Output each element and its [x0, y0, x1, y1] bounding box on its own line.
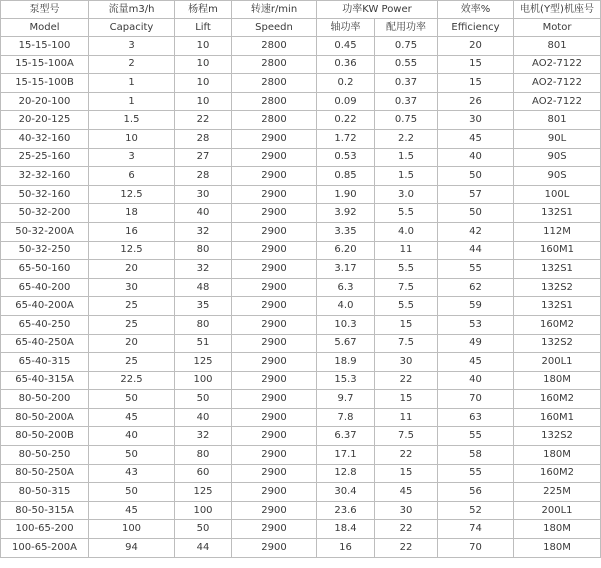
cell-efficiency: 70	[438, 390, 514, 409]
cell-shaft-power: 18.4	[317, 520, 375, 539]
cell-efficiency: 26	[438, 92, 514, 111]
cell-shaft-power: 7.8	[317, 408, 375, 427]
cell-matched-power: 15	[375, 315, 438, 334]
cell-matched-power: 7.5	[375, 278, 438, 297]
cell-matched-power: 22	[375, 371, 438, 390]
cell-shaft-power: 30.4	[317, 483, 375, 502]
table-row	[1, 55, 601, 74]
table-row	[1, 111, 601, 130]
cell-lift: 125	[175, 483, 232, 502]
header-matched-power: 配用功率	[375, 19, 438, 37]
cell-lift: 30	[175, 185, 232, 204]
cell-speed: 2900	[232, 185, 317, 204]
cell-matched-power: 30	[375, 501, 438, 520]
table-row	[1, 148, 601, 167]
cell-speed: 2900	[232, 334, 317, 353]
table-row	[1, 371, 601, 390]
cell-efficiency: 45	[438, 129, 514, 148]
cell-shaft-power: 4.0	[317, 297, 375, 316]
cell-capacity: 18	[89, 204, 175, 223]
cell-speed: 2900	[232, 483, 317, 502]
cell-speed: 2900	[232, 539, 317, 558]
cell-motor: 132S1	[514, 204, 601, 223]
cell-capacity: 12.5	[89, 185, 175, 204]
cell-efficiency: 52	[438, 501, 514, 520]
cell-motor: 112M	[514, 222, 601, 241]
cell-shaft-power: 9.7	[317, 390, 375, 409]
cell-lift: 28	[175, 129, 232, 148]
header-speed-en: Speedn	[232, 19, 317, 37]
cell-shaft-power: 0.22	[317, 111, 375, 130]
cell-speed: 2900	[232, 204, 317, 223]
cell-model: 65-40-200A	[1, 297, 89, 316]
cell-motor: 132S2	[514, 278, 601, 297]
cell-motor: 132S1	[514, 260, 601, 279]
cell-capacity: 12.5	[89, 241, 175, 260]
cell-model: 15-15-100	[1, 37, 89, 56]
header-row-cn	[1, 1, 601, 19]
cell-speed: 2900	[232, 464, 317, 483]
cell-speed: 2900	[232, 446, 317, 465]
cell-motor: AO2-7122	[514, 92, 601, 111]
cell-capacity: 50	[89, 483, 175, 502]
cell-efficiency: 57	[438, 185, 514, 204]
cell-motor: 801	[514, 37, 601, 56]
cell-motor: 225M	[514, 483, 601, 502]
header-lift-cn: 杨程m	[175, 1, 232, 19]
cell-capacity: 45	[89, 501, 175, 520]
table-row	[1, 408, 601, 427]
cell-capacity: 22.5	[89, 371, 175, 390]
cell-motor: 90S	[514, 167, 601, 186]
cell-speed: 2900	[232, 315, 317, 334]
cell-efficiency: 55	[438, 464, 514, 483]
cell-matched-power: 4.0	[375, 222, 438, 241]
cell-matched-power: 11	[375, 241, 438, 260]
cell-model: 20-20-125	[1, 111, 89, 130]
table-row	[1, 390, 601, 409]
cell-efficiency: 55	[438, 260, 514, 279]
cell-model: 40-32-160	[1, 129, 89, 148]
cell-efficiency: 55	[438, 427, 514, 446]
table-header	[1, 1, 601, 37]
cell-lift: 27	[175, 148, 232, 167]
header-motor-en: Motor	[514, 19, 601, 37]
cell-motor: 132S2	[514, 334, 601, 353]
cell-model: 100-65-200	[1, 520, 89, 539]
header-efficiency-cn: 效率%	[438, 1, 514, 19]
table-row	[1, 353, 601, 372]
table-row	[1, 222, 601, 241]
cell-speed: 2900	[232, 371, 317, 390]
cell-capacity: 50	[89, 446, 175, 465]
cell-capacity: 3	[89, 148, 175, 167]
cell-shaft-power: 23.6	[317, 501, 375, 520]
cell-speed: 2800	[232, 92, 317, 111]
cell-motor: 180M	[514, 520, 601, 539]
cell-shaft-power: 1.72	[317, 129, 375, 148]
table-row	[1, 464, 601, 483]
cell-shaft-power: 17.1	[317, 446, 375, 465]
cell-motor: 100L	[514, 185, 601, 204]
cell-motor: 160M2	[514, 390, 601, 409]
cell-speed: 2900	[232, 241, 317, 260]
cell-lift: 60	[175, 464, 232, 483]
cell-efficiency: 42	[438, 222, 514, 241]
cell-capacity: 43	[89, 464, 175, 483]
header-lift-en: Lift	[175, 19, 232, 37]
cell-shaft-power: 16	[317, 539, 375, 558]
cell-lift: 22	[175, 111, 232, 130]
cell-lift: 50	[175, 520, 232, 539]
cell-capacity: 25	[89, 315, 175, 334]
cell-shaft-power: 6.3	[317, 278, 375, 297]
cell-speed: 2900	[232, 278, 317, 297]
header-capacity-en: Capacity	[89, 19, 175, 37]
cell-model: 15-15-100B	[1, 74, 89, 93]
cell-lift: 28	[175, 167, 232, 186]
cell-speed: 2900	[232, 427, 317, 446]
cell-motor: 180M	[514, 539, 601, 558]
table-row	[1, 260, 601, 279]
cell-motor: 160M1	[514, 241, 601, 260]
cell-motor: 90S	[514, 148, 601, 167]
cell-efficiency: 30	[438, 111, 514, 130]
cell-speed: 2900	[232, 222, 317, 241]
header-motor-cn: 电机(Y型)机座号	[514, 1, 601, 19]
cell-capacity: 16	[89, 222, 175, 241]
cell-speed: 2900	[232, 260, 317, 279]
cell-speed: 2800	[232, 37, 317, 56]
cell-speed: 2900	[232, 297, 317, 316]
cell-matched-power: 2.2	[375, 129, 438, 148]
cell-matched-power: 22	[375, 446, 438, 465]
cell-shaft-power: 5.67	[317, 334, 375, 353]
cell-lift: 51	[175, 334, 232, 353]
cell-speed: 2900	[232, 390, 317, 409]
cell-speed: 2800	[232, 74, 317, 93]
cell-speed: 2900	[232, 167, 317, 186]
cell-motor: 90L	[514, 129, 601, 148]
cell-matched-power: 5.5	[375, 260, 438, 279]
cell-matched-power: 30	[375, 353, 438, 372]
cell-lift: 32	[175, 260, 232, 279]
cell-efficiency: 53	[438, 315, 514, 334]
cell-capacity: 100	[89, 520, 175, 539]
cell-shaft-power: 18.9	[317, 353, 375, 372]
cell-motor: AO2-7122	[514, 74, 601, 93]
cell-efficiency: 56	[438, 483, 514, 502]
header-capacity-cn: 流量m3/h	[89, 1, 175, 19]
cell-shaft-power: 12.8	[317, 464, 375, 483]
cell-lift: 40	[175, 408, 232, 427]
cell-shaft-power: 15.3	[317, 371, 375, 390]
cell-efficiency: 49	[438, 334, 514, 353]
cell-capacity: 94	[89, 539, 175, 558]
cell-lift: 35	[175, 297, 232, 316]
table-row	[1, 204, 601, 223]
cell-matched-power: 0.37	[375, 74, 438, 93]
cell-motor: 132S1	[514, 297, 601, 316]
cell-model: 50-32-200	[1, 204, 89, 223]
cell-model: 100-65-200A	[1, 539, 89, 558]
cell-lift: 10	[175, 74, 232, 93]
cell-matched-power: 7.5	[375, 334, 438, 353]
cell-efficiency: 45	[438, 353, 514, 372]
cell-efficiency: 63	[438, 408, 514, 427]
cell-speed: 2900	[232, 501, 317, 520]
header-row-en	[1, 19, 601, 37]
cell-model: 80-50-200B	[1, 427, 89, 446]
cell-shaft-power: 0.85	[317, 167, 375, 186]
table-row	[1, 241, 601, 260]
cell-capacity: 25	[89, 353, 175, 372]
cell-lift: 80	[175, 315, 232, 334]
cell-model: 32-32-160	[1, 167, 89, 186]
cell-motor: 200L1	[514, 501, 601, 520]
header-shaft-power: 轴功率	[317, 19, 375, 37]
table-row	[1, 427, 601, 446]
cell-efficiency: 58	[438, 446, 514, 465]
cell-shaft-power: 6.37	[317, 427, 375, 446]
cell-speed: 2900	[232, 129, 317, 148]
header-power-group: 功率KW Power	[317, 1, 438, 19]
cell-motor: 180M	[514, 446, 601, 465]
cell-shaft-power: 10.3	[317, 315, 375, 334]
table-row	[1, 278, 601, 297]
table-row	[1, 92, 601, 111]
cell-lift: 80	[175, 446, 232, 465]
cell-model: 65-40-250	[1, 315, 89, 334]
cell-speed: 2900	[232, 408, 317, 427]
cell-lift: 44	[175, 539, 232, 558]
cell-efficiency: 15	[438, 55, 514, 74]
cell-lift: 48	[175, 278, 232, 297]
cell-model: 65-40-200	[1, 278, 89, 297]
cell-model: 65-40-315	[1, 353, 89, 372]
cell-motor: 160M1	[514, 408, 601, 427]
cell-matched-power: 15	[375, 390, 438, 409]
cell-capacity: 10	[89, 129, 175, 148]
cell-capacity: 1.5	[89, 111, 175, 130]
cell-motor: 180M	[514, 371, 601, 390]
cell-shaft-power: 0.2	[317, 74, 375, 93]
cell-model: 25-25-160	[1, 148, 89, 167]
table-row	[1, 501, 601, 520]
table-body	[1, 37, 601, 558]
cell-capacity: 50	[89, 390, 175, 409]
cell-matched-power: 22	[375, 520, 438, 539]
cell-efficiency: 62	[438, 278, 514, 297]
table-row	[1, 539, 601, 558]
cell-lift: 40	[175, 204, 232, 223]
cell-efficiency: 59	[438, 297, 514, 316]
cell-capacity: 30	[89, 278, 175, 297]
cell-matched-power: 5.5	[375, 204, 438, 223]
cell-speed: 2800	[232, 111, 317, 130]
cell-lift: 10	[175, 37, 232, 56]
cell-capacity: 1	[89, 74, 175, 93]
cell-efficiency: 70	[438, 539, 514, 558]
cell-efficiency: 50	[438, 204, 514, 223]
cell-model: 65-40-250A	[1, 334, 89, 353]
cell-motor: 160M2	[514, 464, 601, 483]
cell-matched-power: 11	[375, 408, 438, 427]
table-row	[1, 446, 601, 465]
cell-model: 50-32-200A	[1, 222, 89, 241]
cell-shaft-power: 3.17	[317, 260, 375, 279]
cell-lift: 50	[175, 390, 232, 409]
cell-efficiency: 50	[438, 167, 514, 186]
cell-motor: 200L1	[514, 353, 601, 372]
cell-lift: 32	[175, 222, 232, 241]
table-row	[1, 483, 601, 502]
cell-capacity: 1	[89, 92, 175, 111]
table-row	[1, 185, 601, 204]
cell-lift: 32	[175, 427, 232, 446]
cell-matched-power: 45	[375, 483, 438, 502]
cell-speed: 2800	[232, 55, 317, 74]
cell-matched-power: 5.5	[375, 297, 438, 316]
cell-model: 80-50-315	[1, 483, 89, 502]
header-model-en: Model	[1, 19, 89, 37]
cell-model: 50-32-160	[1, 185, 89, 204]
cell-matched-power: 0.75	[375, 37, 438, 56]
cell-efficiency: 15	[438, 74, 514, 93]
cell-model: 20-20-100	[1, 92, 89, 111]
cell-shaft-power: 0.53	[317, 148, 375, 167]
cell-lift: 10	[175, 92, 232, 111]
cell-shaft-power: 0.09	[317, 92, 375, 111]
cell-efficiency: 74	[438, 520, 514, 539]
cell-model: 80-50-200A	[1, 408, 89, 427]
cell-motor: 801	[514, 111, 601, 130]
cell-matched-power: 15	[375, 464, 438, 483]
cell-motor: 132S2	[514, 427, 601, 446]
cell-capacity: 3	[89, 37, 175, 56]
cell-shaft-power: 0.45	[317, 37, 375, 56]
cell-matched-power: 1.5	[375, 167, 438, 186]
cell-matched-power: 0.37	[375, 92, 438, 111]
cell-lift: 125	[175, 353, 232, 372]
cell-efficiency: 44	[438, 241, 514, 260]
cell-efficiency: 40	[438, 148, 514, 167]
cell-capacity: 45	[89, 408, 175, 427]
cell-shaft-power: 1.90	[317, 185, 375, 204]
cell-shaft-power: 0.36	[317, 55, 375, 74]
cell-lift: 80	[175, 241, 232, 260]
table-row	[1, 37, 601, 56]
cell-motor: 160M2	[514, 315, 601, 334]
cell-lift: 100	[175, 371, 232, 390]
cell-capacity: 6	[89, 167, 175, 186]
cell-matched-power: 0.55	[375, 55, 438, 74]
cell-capacity: 40	[89, 427, 175, 446]
header-speed-cn: 转速r/min	[232, 1, 317, 19]
cell-capacity: 25	[89, 297, 175, 316]
cell-model: 65-40-315A	[1, 371, 89, 390]
cell-matched-power: 0.75	[375, 111, 438, 130]
cell-motor: AO2-7122	[514, 55, 601, 74]
table-row	[1, 74, 601, 93]
cell-shaft-power: 3.35	[317, 222, 375, 241]
table-row	[1, 334, 601, 353]
cell-lift: 10	[175, 55, 232, 74]
header-efficiency-en: Efficiency	[438, 19, 514, 37]
table-row	[1, 129, 601, 148]
cell-matched-power: 22	[375, 539, 438, 558]
table-row	[1, 520, 601, 539]
cell-model: 80-50-315A	[1, 501, 89, 520]
table-row	[1, 297, 601, 316]
cell-speed: 2900	[232, 353, 317, 372]
cell-model: 80-50-200	[1, 390, 89, 409]
cell-matched-power: 1.5	[375, 148, 438, 167]
cell-model: 15-15-100A	[1, 55, 89, 74]
cell-shaft-power: 3.92	[317, 204, 375, 223]
cell-speed: 2900	[232, 520, 317, 539]
cell-efficiency: 20	[438, 37, 514, 56]
cell-model: 80-50-250	[1, 446, 89, 465]
cell-lift: 100	[175, 501, 232, 520]
cell-shaft-power: 6.20	[317, 241, 375, 260]
cell-speed: 2900	[232, 148, 317, 167]
header-model-cn: 泵型号	[1, 1, 89, 19]
cell-capacity: 2	[89, 55, 175, 74]
cell-model: 65-50-160	[1, 260, 89, 279]
table-row	[1, 167, 601, 186]
cell-matched-power: 7.5	[375, 427, 438, 446]
cell-capacity: 20	[89, 260, 175, 279]
table-row	[1, 315, 601, 334]
cell-model: 80-50-250A	[1, 464, 89, 483]
cell-matched-power: 3.0	[375, 185, 438, 204]
cell-capacity: 20	[89, 334, 175, 353]
cell-efficiency: 40	[438, 371, 514, 390]
cell-model: 50-32-250	[1, 241, 89, 260]
